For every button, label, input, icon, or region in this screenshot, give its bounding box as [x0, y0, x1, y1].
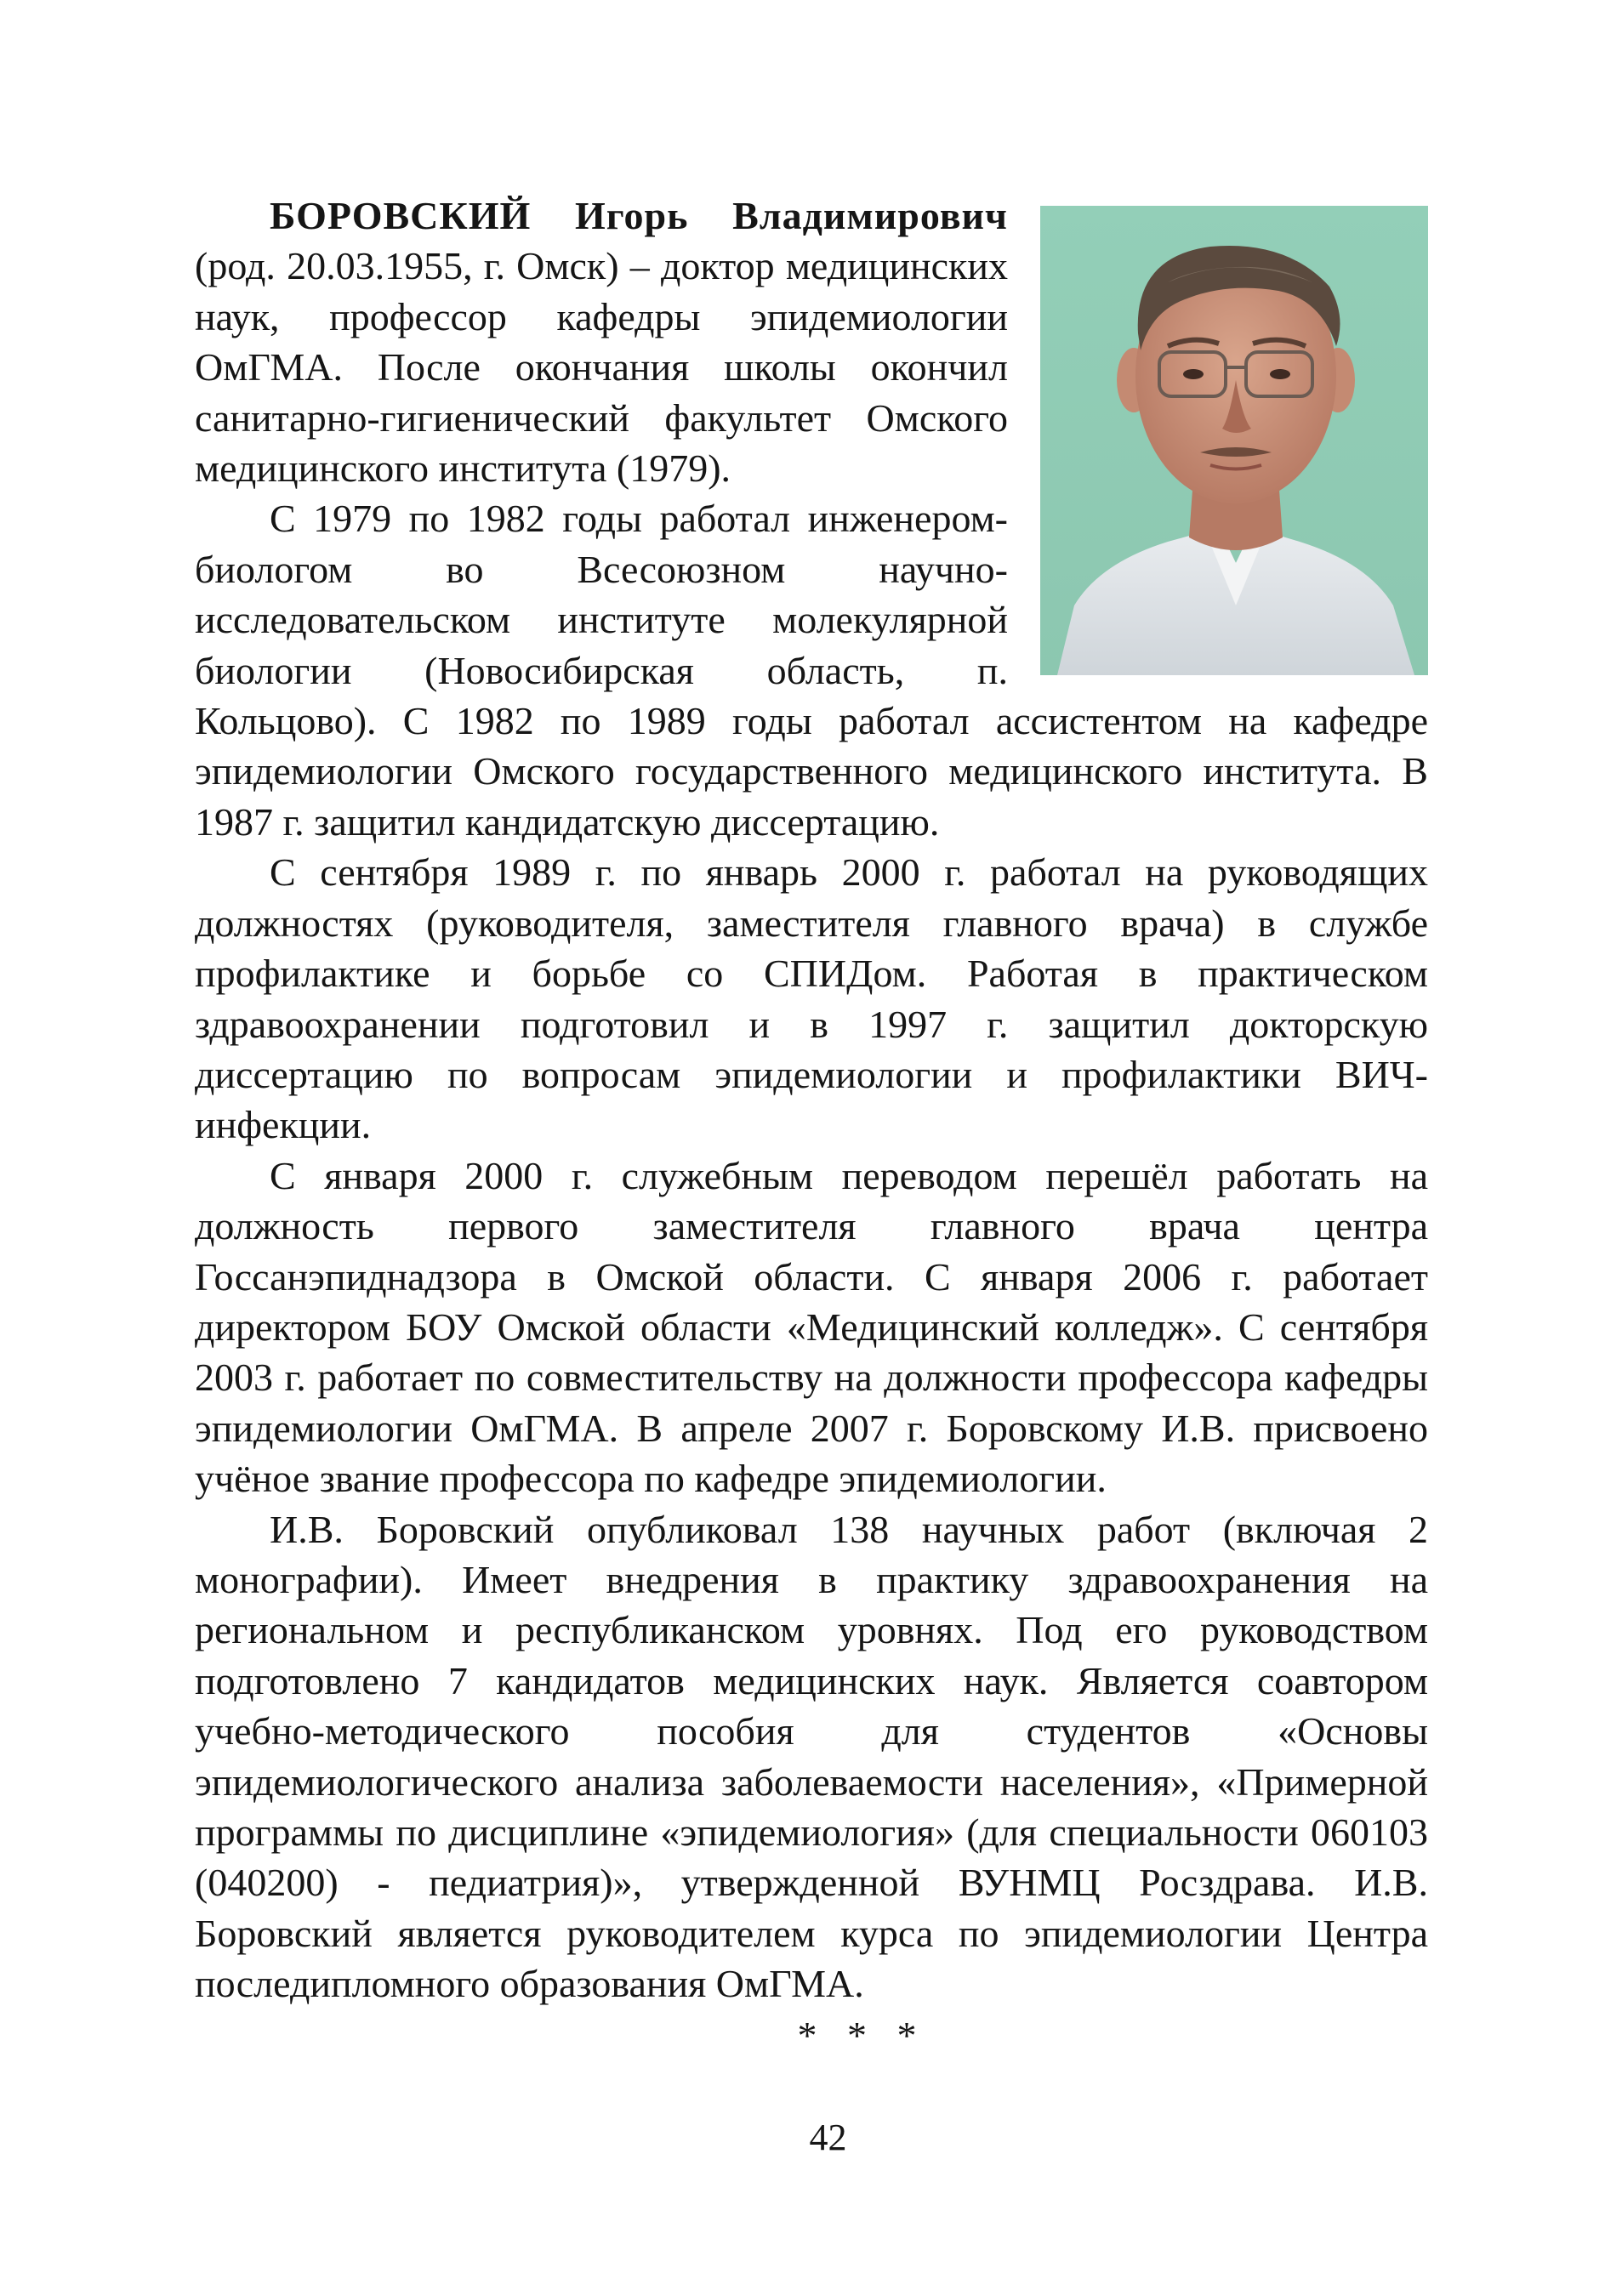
bio-paragraph-sanitary-service: С января 2000 г. служебным переводом перешёл работать на должность первого заместителя главного врача центра Госсанэпиднадзора в Омской области. С января 2006 г. работает директором БОУ Омской области «Медицинский колледж». С сентября 2003 г. работает по совместительству на должности профессора кафедры эпидемиологии ОмГМА. В апреле 2007 г. Боровскому И.В. присвоено учёное звание профессора по кафедре эпидемиологии.: [195, 1153, 1428, 1501]
bio-paragraph-career-start: С 1979 по 1982 годы работал инженером-биологом во Всесоюзном научно-исследовательском институте молекулярной биологии (Новосибирская область, п. Кольцово). С 1982 по 1989 годы работал ассистентом на кафедре эпидемиологии Омского государственного медицинского института. В 1987 г. защитил кандидатскую диссертацию.: [195, 497, 1428, 844]
bio-intro-text: (род. 20.03.1955, г. Омск) – доктор медицинских наук, профессор кафедры эпидемиологии ОмГМА. После окончания школы окончил санитарно-гигиенический факультет Омского медицинского института (1979).: [195, 244, 1008, 491]
portrait-illustration: [1040, 206, 1428, 675]
page-number: 42: [809, 2117, 847, 2158]
person-name: БОРОВСКИЙ Игорь Владимирович: [270, 194, 1008, 237]
portrait-photo: [1040, 206, 1428, 675]
bio-paragraph-publications: И.В. Боровский опубликовал 138 научных работ (включая 2 монографии). Имеет внедрения в практику здравоохранения на региональном и республиканском уровнях. Под его руководством подготовлено 7 кандидатов медицинских наук. Является соавтором учебно-методического пособия для студентов «Основы эпидемиологического анализа заболеваемости населения», «Примерной программы по дисциплине «эпидемиология» (для специальности 060103 (040200) - педиатрия)», утвержденной ВУНМЦ Росздрава. И.В. Боровский является руководителем курса по эпидемиологии Центра последипломного образования ОмГМА.: [195, 1507, 1428, 2006]
section-separator: * * *: [797, 2014, 927, 2057]
bio-paragraph-aids-service: С сентября 1989 г. по январь 2000 г. работал на руководящих должностях (руководителя, заместителя главного врача) в службе профилактике и борьбе со СПИДом. Работая в практическом здравоохранении подготовил и в 1997 г. защитил докторскую диссертацию по вопросам эпидемиологии и профилактики ВИЧ-инфекции.: [195, 850, 1428, 1147]
biography-text: [195, 190, 1428, 2009]
